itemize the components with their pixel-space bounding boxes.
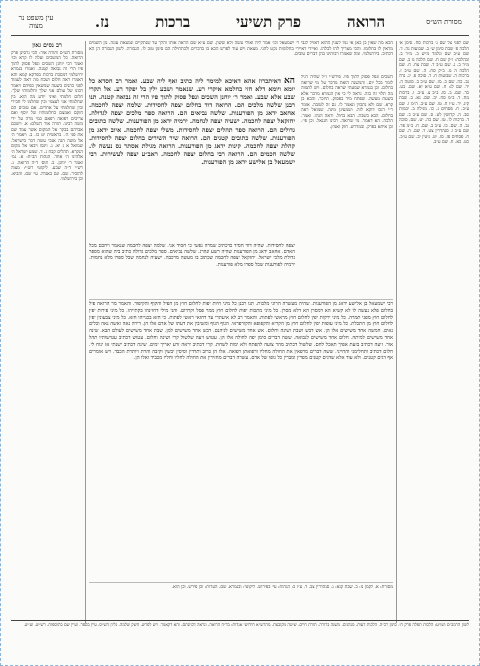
ein-mishpat-label: עין משפט נר מצוה (18, 14, 54, 30)
section-divider (89, 299, 393, 300)
tosafot-wide-block (89, 301, 393, 579)
rav-nissim-heading: רב נסים גאון (32, 42, 62, 49)
perek-number: פרק תשיעי (236, 12, 302, 31)
rashi-top-text: הכא מה שאין כן כאן אי נמי לענין ההוא דאזיל לגבי ר׳ ישמעאל וכו׳ אמר ליה ואולי עשה ולא ששון. שם ע״א שם הראה אותו והלך עד שנתקיים ונמצאת עונה. מן השמים מראין לו בחלומו. והכי מצריך להו לכלהו. ואיידי דאיירי בחלומות נקט להני. מצאת ויש עוד לפרש הכא בו בדברים ולכתחילה הם סימן טוב לו. הגבורה. לשון הגבורה הן הא דכתיב. בירושלמי. ומה שאמרו רבותינו בהן דברים טובים. (89, 41, 393, 58)
footer-notes-text: מסורת: א. לקמן נז: ב. שבת קנא: ג. סנהדרין צב. ד. ע״ז כ: הגהות: עי׳ בפירוש. ליקוטי: ובגמרא. שם. הערות: וכן פירש. וכן הוא. (171, 585, 393, 590)
commentary-text: מסורת הש״ס ותורה אור: הכי גרסינן פרק הרואה. כל המשכים ועלה לו קרא וכו׳ ואמר רבי יוחנן השכים ונפל פסוק לתוך פיו הרי זה נבואה קטנה. ואמרו בגמרא ירושלמי דמסכת ברכות בפרקא קמא והא דאמרו ראה חלום ושכח מה ראה לעמוד לפני כהנים בשעה שנושאין כפיהם ויאמר רבונו של עולם אני שלך וחלומותי שלך. חלום חלמתי ואיני יודע מה הוא. בין שחלמתי אני לעצמי ובין שחלמו לי חבירי ובין שחלמתי על אחרים. אם טובים הם חזקם ואמצם כחלומותיו של יוסף ואם צריכים רפואה רפאם כמי מרה על ידי משה רבינו. תורה אור השלם: א. וישכם אברהם בבקר אל המקום אשר עמד שם את פני ה׳. בראשית יט כז. ב. ויאמר ה׳ אל משה הנה אנכי עשה דבר בישראל. שמואל א ג יא. ג. וינסו ויבאו אל מקום הנקרא. תהלים קכח ג. ד. שמע ישראל ה׳ אלהינו ה׳ אחד. הגהות הב״ח: א. גמ׳ ואמר ר׳ יוחנן. ב. תוס׳ ד״ה הרואה. ג. רש״י ד״ה שבע. ליקוטי רש״י: מצוה להזכיר. שם. וגם באגדה. עי׳ שם. והביא. וכן בירושלמי. (11, 50, 83, 182)
page-header (11, 9, 469, 36)
gemara-text: דאיתכרוז אהא דאיכא למימר ליה כתיב ואף ליה שבע. ואמר רב חסדא כל יומא ויומא דלא חזי בחלמא איקרי רע. שנאמר ושבע ילין בל יפקד רע. אל תקרי שבע אלא שבע. ואמר ר׳ יוחנן השכים ונפל פסוק לתוך פיו הרי זה נבואה קטנה. תנו רבנן שלשה מלכים הם. הרואה דוד בחלום יצפה לחסידות. שלמה יצפה לחכמה. אחאב ידאג מן הפורענות. שלשה נביאים הם. הרואה ספר מלכים יצפה לגדולה. יחזקאל יצפה לחכמה. ישעיה יצפה לנחמה. ירמיה ידאג מן הפורענות. שלשה כתובים גדולים הם. הרואה ספר תהלים יצפה לחסידות. משלי יצפה לחכמה. איוב ידאג מן הפורענות. שלשה כתובים קטנים הם. הרואה שיר השירים בחלום יצפה לחסידות. קהלת יצפה לחכמה. קינות ידאג מן הפורענות. הרואה מגילת אסתר נס נעשה לו. שלשה חכמים הם. הרואה רבי בחלום יצפה לחכמה. ראב״ע יצפה לעשירות. רבי ישמעאל בן אלישע ידאג מן הפורענות. (89, 78, 295, 166)
bottom-strip-text: לשון הרמב״ם ושו״ע: הלכות תפלה פרק ח׳. סימן רכ״ה. הלכות דעות. מנהגים. משנה ברורה. תורת חיים. שיטה מקובצת. מהרש״א חידושי אגדות: בד״ה הרואה. ונראה דכוונתם. והא דקאמר. ויש לפרש. חשק שלמה. גליון הש״ס. עיין בספר. ועיין שם בתוספות. רש״ש. וע״ש. (23, 623, 469, 628)
main-text-block (89, 41, 393, 623)
right-divider (396, 41, 397, 623)
perek-name: הרואה (347, 12, 386, 31)
footer-divider (89, 582, 393, 583)
masoret-column (399, 41, 469, 621)
tosafot-side-block (301, 75, 393, 285)
bottom-commentary-strip (11, 620, 469, 657)
masoret-text: שם לפני צל שם נ׳ ברכות סח. סימן א׳ הלכה פ׳ שבת סימן ש׳ ב. שבועות נה. ד. שם ע״ב שם ונלמד מ״ש ב. מ״ד ב. ובהלכה: ו״ק שם ח. שם הלכה מ ב. שם מ״ד ב. ג. שם ע״ב ד. שבת צח. ח. שם הלכה ה מ. ב״ק סח. ה. שם ע״ב ז. ברכות ה. שבועות ח. ד. סוכה פ. יג. נדה נב. כה. שם כ. מז. שם ע״ב ב. סוטה ה. יד. שם לנ: ח. שם ע״א יא. שם. כט. כד. שם. ב. סז. ב״ב צ. ע״ב. ז. ברכות מח. ד. ב״מ סח. יב. שם. נא. ב. שבת קיג. יד. ע״ז ח. טו. שם ע״ב. ה״מ ז. שם ע״ב. ח. פסחים ג. כו. מגילה ב. יבמות סב. ה. קדושין לט. ס. שם ע״ב כ. שם ד. ברכות לו. טו. שם כה. יט. שם. סוכה נב. ה. שם. כו. ע״ב ב. שם. ח. ב״מ פד. שם ע״ב ו. סנהדרין צט. ד. שם. ה. שם ח. פסחים פז. סז. יט. גיטין יב. שם ע״ב. כט. כא. ח. שם ע״ב. (399, 41, 469, 145)
tosafot-side-text: השכים ונפל פסוק לתוך פיו. פירש״י ז״ל שהיה רגיל לומר בכל יום. והמשנה הזאת מדבר על מי שרואה בחלום. וכן בגמרא שמעתי שראה בחלום. ויש לתמוה מה תלוי זה בזה. נראה לי כי אין הגמרא מדבר אלא בשעת מעשה. שפתח מיד בפסוק. תיזכר. והבא כן קרא. שם ולא נתכוין ונאמר לו. גם זה לטובה. אומר ר״י דנכו דוקא לזה. ושמעינן מינה. שמואל ראה בחלום. הבא בשבת. הבא בחול. וראה הנהו. ואמר. הלכה. הא דאמר. מי שרואה. רבינו חננאל. וכן פי׳. וכן איתא בפרק. ובמדרש. חזק ואמץ. (301, 75, 393, 130)
rashi-below-text: יצפה לחסידות. שהיה דוד חסיד כדכתיב שמרה נפשי כי חסיד אני. שלמה יצפה לחכמה שנאמר ויחכם מכל האדם. אחאב ידאג מן הפורענות שהיה רשע ונהרג. שלשה נביאים. ספר מלכים גדולה כתיב ביה שהוא מספר גדולת מלכי ישראל. יחזקאל יצפה לחכמה שכתוב בו מעשה מרכבה. ישעיה לנחמה שכל ספרו מלא נחמות. ירמיה לפורענות שכל ספרו מלא פורענות. (89, 243, 295, 268)
gemara-opener: הא (284, 77, 295, 86)
folio-number: נז. (94, 12, 110, 31)
left-divider (85, 41, 86, 623)
footer-notes-block (89, 585, 393, 621)
tosafot-wide-text: רבי ישמעאל בן אלישע ידאג מן הפורענות. שהיה מעשרה הרוגי מלכות. תנו רבנן כל מיני חיות יפות לחלום חוץ מן הפיל והקוף והקיפוד. והאמר מר הרואה פיל בחלום פלא נעשה לו לא קשיא הא דמסרן הא דלא מסרן. כל מיני מתכות יפות לחלום חוץ ממר פסל וקרדום. והני מילי דחזינהו בקתייהו. כל מיני פירות יפין לחלום חוץ מפגי תמרה. כל מיני ירקות יפין לחלום חוץ מראשי לפתות. והאמר רב לא איעתרי עד דחזאי ראשי לפתות. כי חזא בכנייהו חזא. כל מיני צבעונין יפין לחלום חוץ מן התכלת. כל מיני עופות יפין לחלום חוץ מן הקריא והקפופא והקורפראי. הגוף הגוף ומשיבין את דעתו של אדם אלו הן. דירה נאה ואשה נאה וכלים נאים. חמשה אחד משישים אלו הן. אש דבש ושבת ושינה וחלום. אש אחד משישים לגיהנם. דבש אחד משישים למן. שבת אחד משישים לעולם הבא. שינה אחד משישים למיתה. חלום אחד משישים לנבואה. ששה דברים סימן יפה לחולה אלו הן. עטוש זיעה שלשול קרי ושינה וחלום. עטוש דכתיב עטישותיו תהל אור. זיעה דכתיב בזעת אפיך תאכל לחם. שלשול דכתיב מהר צועה להפתח ולא ימות לשחת. קרי דכתיב יראה זרע יאריך ימים. שינה דכתיב ישנתי אז ינוח לי. חלום דכתיב ותחלימני והחייני. ששה דברים מרפאין את החולה מחליו ורפואתן רפואה. אלו הן כרוב ותרדין וסיסין יבשין וקיבה והרת ויותרת הכבד. ויש אומרים אף דגים קטנים. ולא עוד אלא שדגים קטנים מפרין ומברין כל גופו של אדם. עשרה דברים מחזירין את החולה לחליו וחליו מכביד ואלו הן. (89, 301, 393, 362)
header-titles (95, 13, 385, 32)
commentary-column (11, 41, 83, 621)
rashi-top-block (89, 41, 393, 73)
gemara-block (89, 77, 295, 239)
masoret-label: מסורת הש״ס (426, 18, 462, 26)
rashi-below-block (89, 243, 295, 297)
tractate-name: ברכות (155, 12, 191, 31)
